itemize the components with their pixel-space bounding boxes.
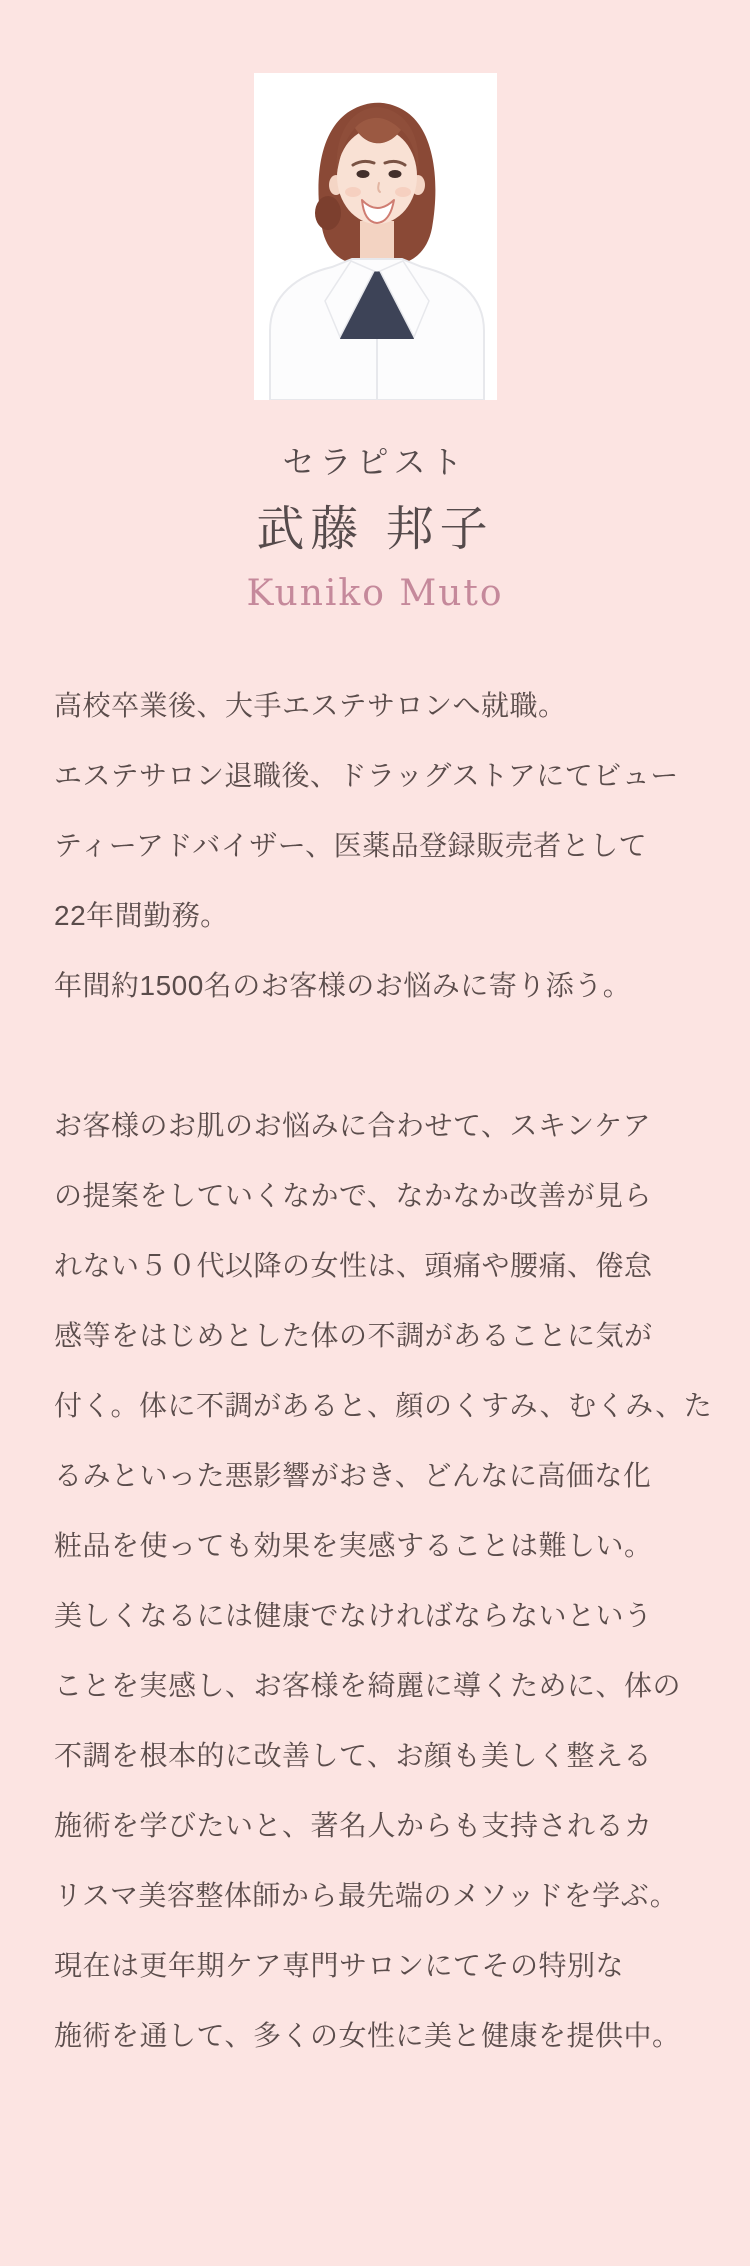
bio-line: 美しくなるには健康でなければならないという	[54, 1600, 653, 1631]
bio-line: 施術を通して、多くの女性に美と健康を提供中。	[54, 2020, 681, 2051]
bio-career-paragraph	[54, 671, 696, 1021]
therapist-photo	[254, 73, 497, 400]
blush-right	[395, 187, 411, 197]
bio-line: お客様のお肌のお悩みに合わせて、スキンケア	[54, 1110, 652, 1141]
bio-line: 不調を根本的に改善して、お顔も美しく整える	[54, 1740, 652, 1771]
bio-section	[0, 671, 750, 2071]
bio-line: 付く。体に不調があると、顔のくすみ、むくみ、た	[54, 1390, 713, 1421]
bio-line: の提案をしていくなかで、なかなか改善が見ら	[54, 1180, 652, 1211]
bio-line: ティーアドバイザー、医薬品登録販売者として	[54, 830, 648, 861]
portrait-illustration	[254, 73, 497, 400]
bio-line: るみといった悪影響がおき、どんなに高価な化	[54, 1460, 652, 1491]
therapist-profile-page	[0, 73, 750, 2266]
bio-line: 22年間勤務。	[54, 900, 229, 931]
bio-line: 感等をはじめとした体の不調があることに気が	[54, 1320, 653, 1351]
bio-line: 高校卒業後、大手エステサロンへ就職。	[54, 690, 567, 721]
bio-line: ことを実感し、お客様を綺麗に導くために、体の	[54, 1670, 682, 1701]
bio-line: 施術を学びたいと、著名人からも支持されるカ	[54, 1810, 653, 1841]
name-japanese: 武藤 邦子	[256, 501, 494, 557]
hair-bun	[315, 196, 341, 230]
eye-left	[356, 170, 369, 178]
role-label: セラピスト	[282, 443, 468, 481]
bio-line: エステサロン退職後、ドラッグストアにてビュー	[54, 760, 679, 791]
bio-line: リスマ美容整体師から最先端のメソッドを学ぶ。	[54, 1880, 679, 1911]
bio-line: 現在は更年期ケア専門サロンにてその特別な	[54, 1950, 625, 1981]
bio-line: れない５０代以降の女性は、頭痛や腰痛、倦怠	[54, 1250, 653, 1281]
bio-line: 年間約1500名のお客様のお悩みに寄り添う。	[54, 970, 632, 1001]
blush-left	[345, 187, 361, 197]
page-background	[0, 73, 750, 2266]
name-romaji: Kuniko Muto	[246, 573, 504, 614]
bio-story-paragraph	[54, 1091, 713, 2071]
bio-line: 粧品を使っても効果を実感することは難しい。	[54, 1530, 653, 1561]
eye-right	[388, 170, 401, 178]
